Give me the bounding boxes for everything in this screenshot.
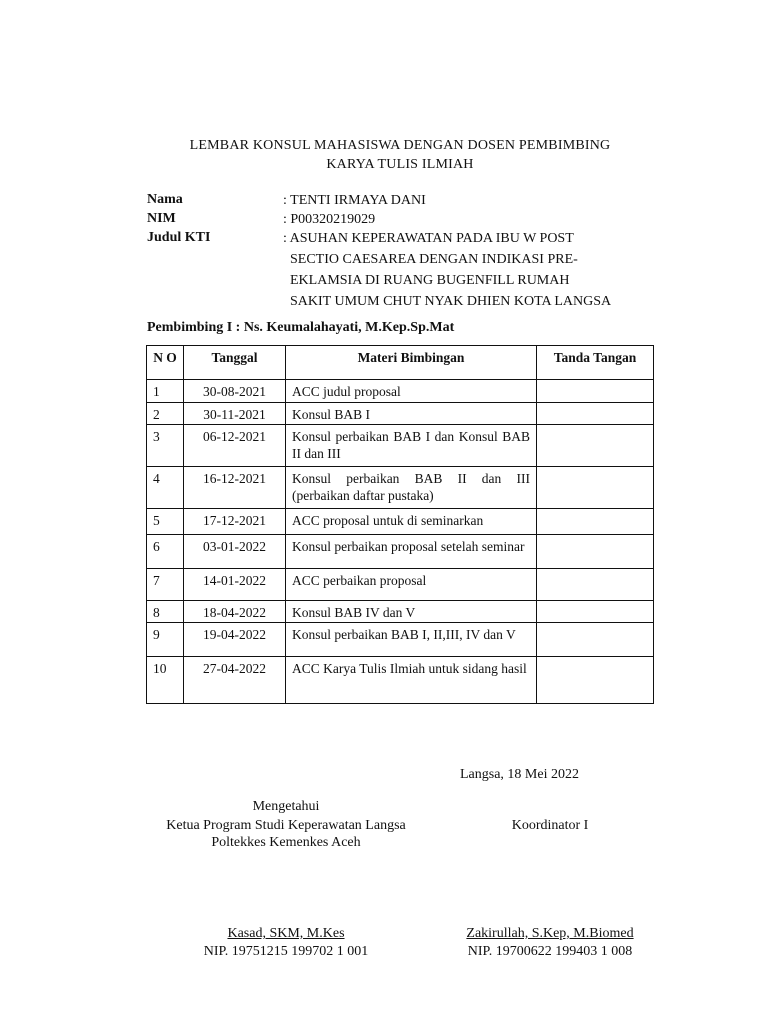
table-row [147,623,654,657]
document-title-line-1: LEMBAR KONSUL MAHASISWA DENGAN DOSEN PEMBIMBING [189,138,611,153]
pembimbing-line: Pembimbing I : Ns. Keumalahayati, M.Kep.Sp.Mat [147,320,455,335]
row-materi-cell: ACC Karya Tulis Ilmiah untuk sidang hasil [286,657,537,704]
header-tanggal: Tanggal [184,346,286,380]
row-materi-cell: Konsul BAB I [286,403,537,425]
row-tanggal-cell: 14-01-2022 [184,569,286,601]
ketua-title: Ketua Program Studi Keperawatan Langsa [166,818,406,833]
row-no-cell: 6 [147,535,184,569]
row-tanda-tangan-cell [537,403,654,425]
header-tanda-tangan: Tanda Tangan [537,346,654,380]
row-no-cell: 3 [147,425,184,467]
judul-value: : ASUHAN KEPERAWATAN PADA IBU W POST SECTIO CAESAREA DENGAN INDIKASI PRE- EKLAMSIA DI RUANG BUGENFILL RUMAH SAKIT UMUM CHUT NYAK DHIEN KOTA LANGSA [283,231,612,309]
table-row [147,467,654,509]
row-no-cell: 9 [147,623,184,657]
document-title-line-2: KARYA TULIS ILMIAH [326,157,474,172]
right-signatory-nip: NIP. 19700622 199403 1 008 [467,944,633,959]
row-tanggal-cell: 30-11-2021 [184,403,286,425]
place-date: Langsa, 18 Mei 2022 [460,767,579,782]
row-no-cell: 7 [147,569,184,601]
koordinator-label: Koordinator I [511,818,589,833]
row-tanggal-cell: 18-04-2022 [184,601,286,623]
row-tanda-tangan-cell [537,569,654,601]
row-tanggal-cell: 27-04-2022 [184,657,286,704]
row-materi-cell: ACC perbaikan proposal [286,569,537,601]
table-row [147,380,654,403]
row-tanda-tangan-cell [537,467,654,509]
row-tanda-tangan-cell [537,623,654,657]
row-materi-cell: ACC proposal untuk di seminarkan [286,509,537,535]
mengetahui-label: Mengetahui [252,799,320,814]
konsultasi-table [146,345,654,704]
row-tanda-tangan-cell [537,380,654,403]
row-tanda-tangan-cell [537,601,654,623]
row-materi-cell: ACC judul proposal [286,380,537,403]
row-materi-cell: Konsul perbaikan BAB I dan Konsul BAB II dan III [286,425,537,467]
table-row [147,601,654,623]
nama-label: Nama [147,192,183,207]
row-tanggal-cell: 30-08-2021 [184,380,286,403]
row-no-cell: 1 [147,380,184,403]
table-row [147,569,654,601]
row-no-cell: 4 [147,467,184,509]
row-tanggal-cell: 17-12-2021 [184,509,286,535]
table-header-row [147,346,654,380]
header-no: N O [147,346,184,380]
judul-label: Judul KTI [147,230,211,245]
table-body [147,380,654,704]
row-materi-cell: Konsul perbaikan proposal setelah seminar [286,535,537,569]
table-row [147,657,654,704]
row-no-cell: 8 [147,601,184,623]
table-row [147,535,654,569]
nim-label: NIM [147,211,176,226]
row-no-cell: 10 [147,657,184,704]
row-no-cell: 5 [147,509,184,535]
nim-value: : P00320219029 [283,212,376,227]
row-materi-cell: Konsul BAB IV dan V [286,601,537,623]
row-tanda-tangan-cell [537,535,654,569]
left-signatory-name: Kasad, SKM, M.Kes [227,926,345,941]
row-materi-cell: Konsul perbaikan BAB I, II,III, IV dan V [286,623,537,657]
table-row [147,425,654,467]
table-row [147,509,654,535]
row-materi-cell: Konsul perbaikan BAB II dan III (perbaikan daftar pustaka) [286,467,537,509]
table-row [147,403,654,425]
row-tanggal-cell: 06-12-2021 [184,425,286,467]
row-tanda-tangan-cell [537,509,654,535]
institution-name: Poltekkes Kemenkes Aceh [211,835,361,850]
row-tanggal-cell: 03-01-2022 [184,535,286,569]
row-tanggal-cell: 16-12-2021 [184,467,286,509]
left-signatory-nip: NIP. 19751215 199702 1 001 [203,944,369,959]
header-materi: Materi Bimbingan [286,346,537,380]
row-tanda-tangan-cell [537,425,654,467]
row-tanggal-cell: 19-04-2022 [184,623,286,657]
row-tanda-tangan-cell [537,657,654,704]
right-signatory-name: Zakirullah, S.Kep, M.Biomed [466,926,634,941]
nama-value: : TENTI IRMAYA DANI [283,193,426,208]
row-no-cell: 2 [147,403,184,425]
